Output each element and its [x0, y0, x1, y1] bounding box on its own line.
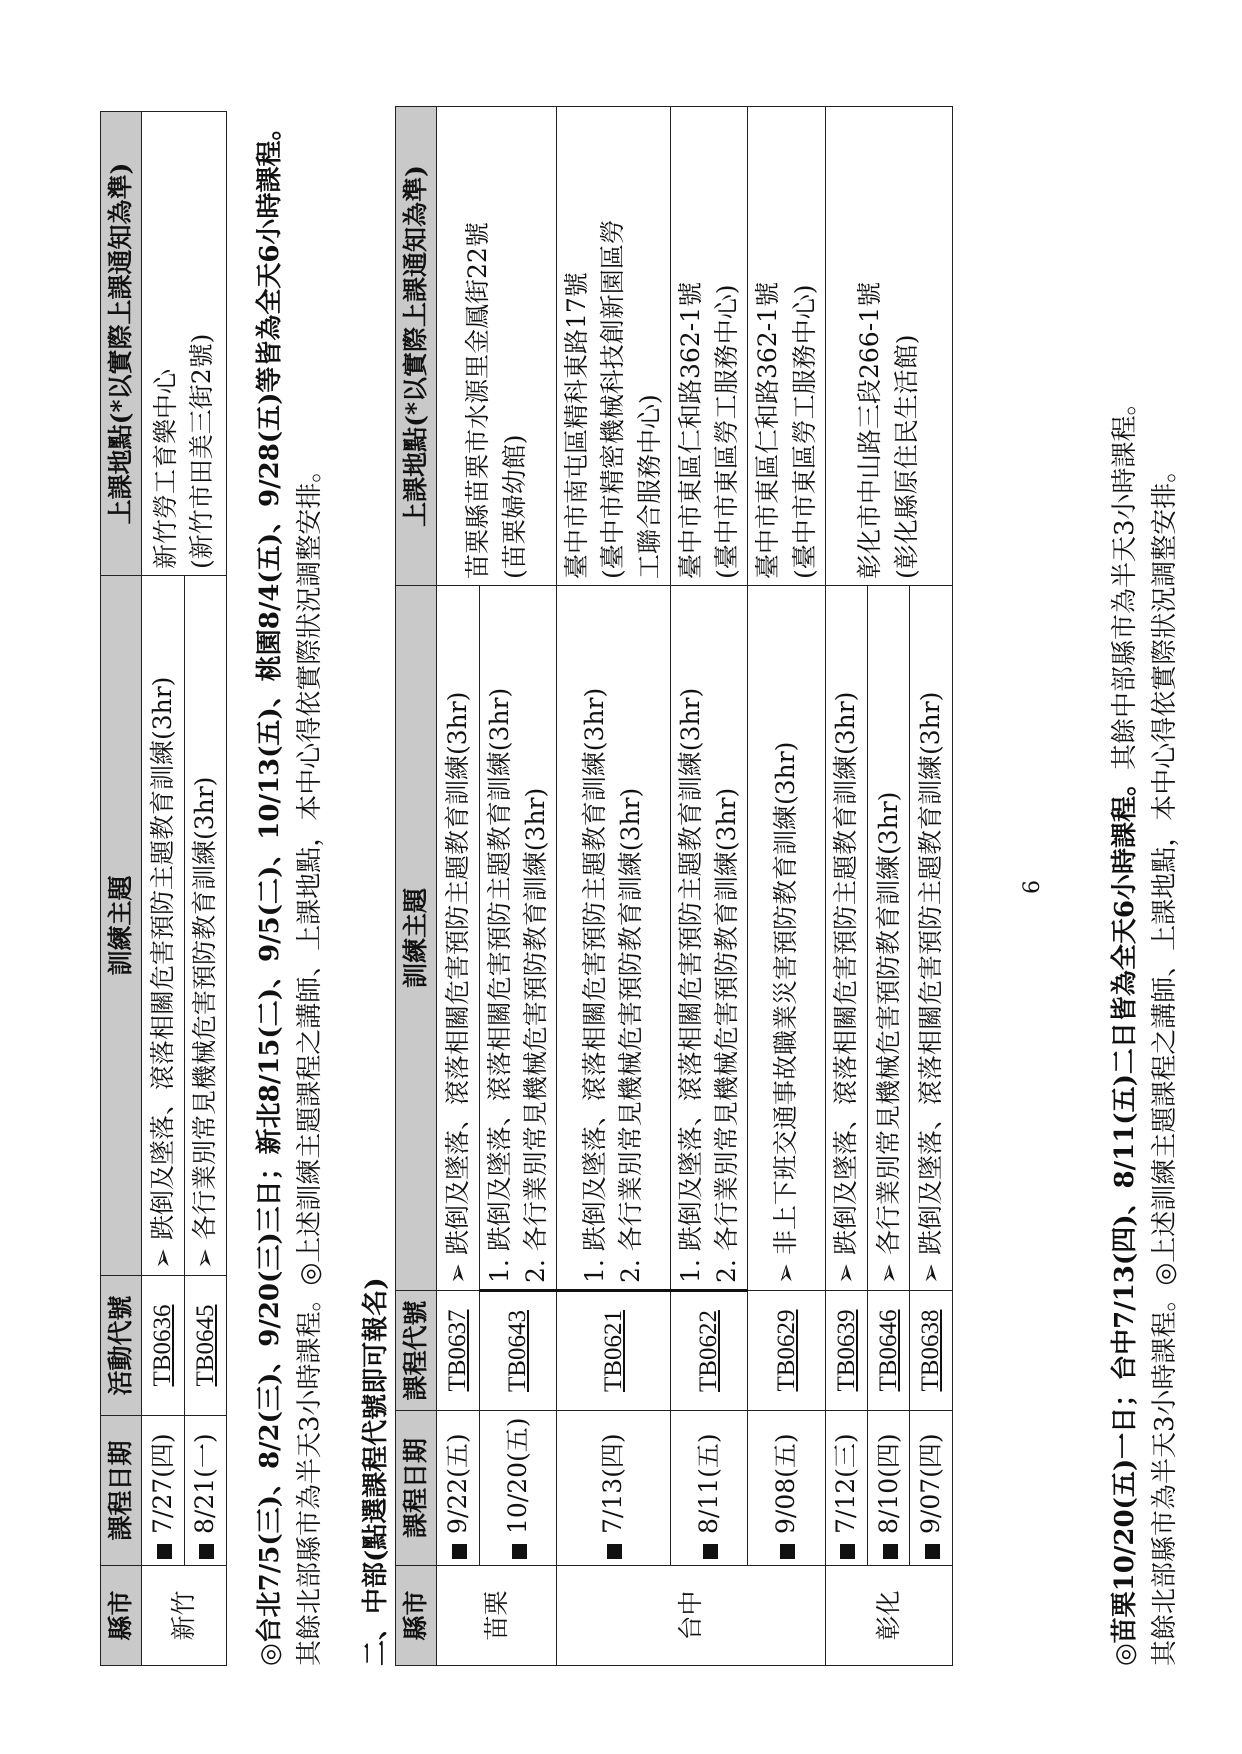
note-central-text: 其餘中部縣市為半天3小時課程。 [1110, 389, 1140, 770]
county-cell: 台中 [557, 1566, 826, 1666]
header-code: 活動代號 [101, 1276, 142, 1416]
location-line: (臺中市精密機械科技創新園區勞 [598, 219, 628, 579]
checkbox-square-icon [157, 1544, 172, 1559]
page-number: 6 [1020, 880, 1045, 894]
location-line: 臺中市東區仁和路362-1號 [753, 281, 783, 579]
location-cell [437, 107, 557, 586]
location-line: (新竹市田美三街2號) [187, 333, 216, 569]
course-topic: 1. 跌倒及墜落、滾落相關危害預防主題教育訓練(3hr) [484, 687, 514, 1283]
course-topic: 各行業別常見機械危害預防教育訓練(3hr) [190, 776, 219, 1241]
arrow-bullet-icon: ➢ [147, 1248, 177, 1269]
location-line: (臺中市東區勞工服務中心) [712, 284, 741, 579]
location-line: 新竹勞工育樂中心 [150, 368, 180, 569]
table-header-row [101, 112, 142, 1666]
course-topic: 跌倒及墜落、滾落相關危害預防主題教育訓練(3hr) [442, 691, 472, 1256]
arrow-bullet-icon: ➢ [873, 1263, 903, 1284]
course-topic: 跌倒及墜落、滾落相關危害預防主題教育訓練(3hr) [915, 691, 945, 1256]
location-cell [670, 107, 748, 586]
note-central-bold: ◎苗栗10/20(五)一日；台中7/13(四)、8/11(五)二日皆為全天6小時課程。 [1110, 770, 1140, 1666]
checkbox-square-icon [512, 1544, 527, 1559]
checkbox-square-icon [199, 1544, 214, 1559]
course-code-link[interactable]: TB0646 [875, 1309, 902, 1392]
location-line: (臺中市東區勞工服務中心) [789, 284, 819, 579]
course-topic: 1. 跌倒及墜落、滾落相關危害預防主題教育訓練(3hr) [580, 687, 610, 1283]
location-line: 彰化市中山路三段266-1號 [855, 281, 885, 579]
course-code-link[interactable]: TB0645 [191, 1304, 219, 1387]
table-row [437, 107, 479, 1666]
header-location: 上課地點(*以實際上課通知為準) [101, 112, 142, 576]
course-topic: 跌倒及墜落、滾落相關危害預防主題教育訓練(3hr) [831, 691, 861, 1256]
course-topic: 1. 跌倒及墜落、滾落相關危害預防主題教育訓練(3hr) [675, 687, 705, 1283]
county-cell: 新竹 [142, 1566, 227, 1666]
location-cell [142, 112, 227, 576]
table-header-row [396, 107, 437, 1666]
course-code-link[interactable]: TB0637 [444, 1309, 472, 1392]
course-date: 10/20(五) [502, 1417, 532, 1534]
county-cell: 苗栗 [437, 1566, 557, 1666]
note-central-text-2: 其餘北部縣市為半天3小時課程。◎上述訓練主題課程之講師、上課地點，本中心得依實際狀況調整安排。 [1150, 456, 1181, 1666]
header-date: 課程日期 [101, 1416, 142, 1566]
table-central [395, 106, 953, 1666]
table-row [670, 107, 748, 1666]
table-north-hsinchu [100, 111, 227, 1666]
course-code-link[interactable]: TB0643 [504, 1310, 532, 1392]
table-row [557, 107, 671, 1666]
arrow-bullet-icon: ➢ [771, 1263, 801, 1284]
section-heading-central: 二、中部(點選課程代號即可報名) [361, 1277, 391, 1666]
table-row [748, 107, 826, 1666]
course-code-link[interactable]: TB0622 [695, 1310, 723, 1392]
checkbox-square-icon [925, 1544, 940, 1559]
header-county: 縣市 [101, 1566, 142, 1666]
course-date: 7/12(三) [831, 1433, 861, 1534]
checkbox-square-icon [607, 1544, 622, 1559]
location-line: (苗栗婦幼館) [499, 434, 529, 579]
arrow-bullet-icon: ➢ [831, 1263, 861, 1284]
table-row [825, 107, 867, 1666]
location-line: (彰化縣原住民生活館) [891, 334, 921, 579]
course-code-link[interactable]: TB0638 [917, 1309, 945, 1392]
header-date: 課程日期 [396, 1411, 437, 1566]
note-north [250, 106, 331, 1666]
note-central [1105, 106, 1186, 1666]
header-location: 上課地點(*以實際上課通知為準) [396, 107, 437, 586]
checkbox-square-icon [703, 1544, 718, 1559]
course-code-link[interactable]: TB0636 [149, 1304, 177, 1387]
location-cell [825, 107, 952, 586]
course-topic: 各行業別常見機械危害預防教育訓練(3hr) [873, 791, 903, 1256]
course-code-link[interactable]: TB0629 [772, 1309, 800, 1392]
course-date: 8/21(一) [190, 1433, 219, 1534]
course-topic: 非上下班交通事故職業災害預防教育訓練(3hr) [771, 741, 801, 1256]
checkbox-square-icon [883, 1544, 898, 1559]
location-line: 臺中市南屯區精科東路17號 [562, 272, 591, 579]
header-topic: 訓練主題 [101, 576, 142, 1276]
course-topic: 2. 各行業別常見機械危害預防教育訓練(3hr) [616, 787, 646, 1283]
note-north-text: 其餘北部縣市為半天3小時課程。◎上述訓練主題課程之講師、上課地點，本中心得依實際狀況調整安排。 [295, 456, 326, 1666]
course-topic: 2. 各行業別常見機械危害預防教育訓練(3hr) [712, 787, 741, 1283]
county-cell: 彰化 [825, 1566, 952, 1666]
arrow-bullet-icon: ➢ [442, 1263, 472, 1284]
course-topic: 跌倒及墜落、滾落相關危害預防主題教育訓練(3hr) [147, 676, 177, 1241]
course-topic: 2. 各行業別常見機械危害預防教育訓練(3hr) [520, 787, 550, 1283]
location-cell [557, 107, 671, 586]
header-code: 課程代號 [396, 1291, 437, 1411]
course-date: 9/22(五) [442, 1433, 472, 1534]
course-date: 9/07(四) [915, 1433, 945, 1534]
course-code-link[interactable]: TB0639 [832, 1309, 860, 1392]
location-line: 臺中市東區仁和路362-1號 [675, 281, 705, 579]
location-cell [748, 107, 826, 586]
arrow-bullet-icon: ➢ [915, 1263, 945, 1284]
course-date: 7/13(四) [598, 1433, 628, 1534]
arrow-bullet-icon: ➢ [190, 1248, 219, 1269]
course-date: 8/11(五) [693, 1433, 723, 1534]
course-code-link[interactable]: TB0621 [599, 1310, 627, 1392]
checkbox-square-icon [452, 1544, 467, 1559]
location-line: 苗栗縣苗栗市水源里金鳳街22號 [463, 222, 493, 579]
location-line: 工聯合服務中心) [634, 394, 664, 579]
note-north-bold: ◎台北7/5(三)、8/2(三)、9/20(三)三日；新北8/15(二)、9/5(二)、10/13(五)、桃園8/4(五)、9/28(五)等皆為全天6小時課程。 [255, 114, 285, 1666]
course-date: 9/08(五) [771, 1433, 801, 1534]
header-topic: 訓練主題 [396, 586, 437, 1291]
table-row [142, 112, 184, 1666]
checkbox-square-icon [780, 1544, 795, 1559]
course-date: 8/10(四) [873, 1433, 903, 1534]
header-county: 縣市 [396, 1566, 437, 1666]
checkbox-square-icon [840, 1544, 855, 1559]
course-date: 7/27(四) [147, 1433, 177, 1534]
